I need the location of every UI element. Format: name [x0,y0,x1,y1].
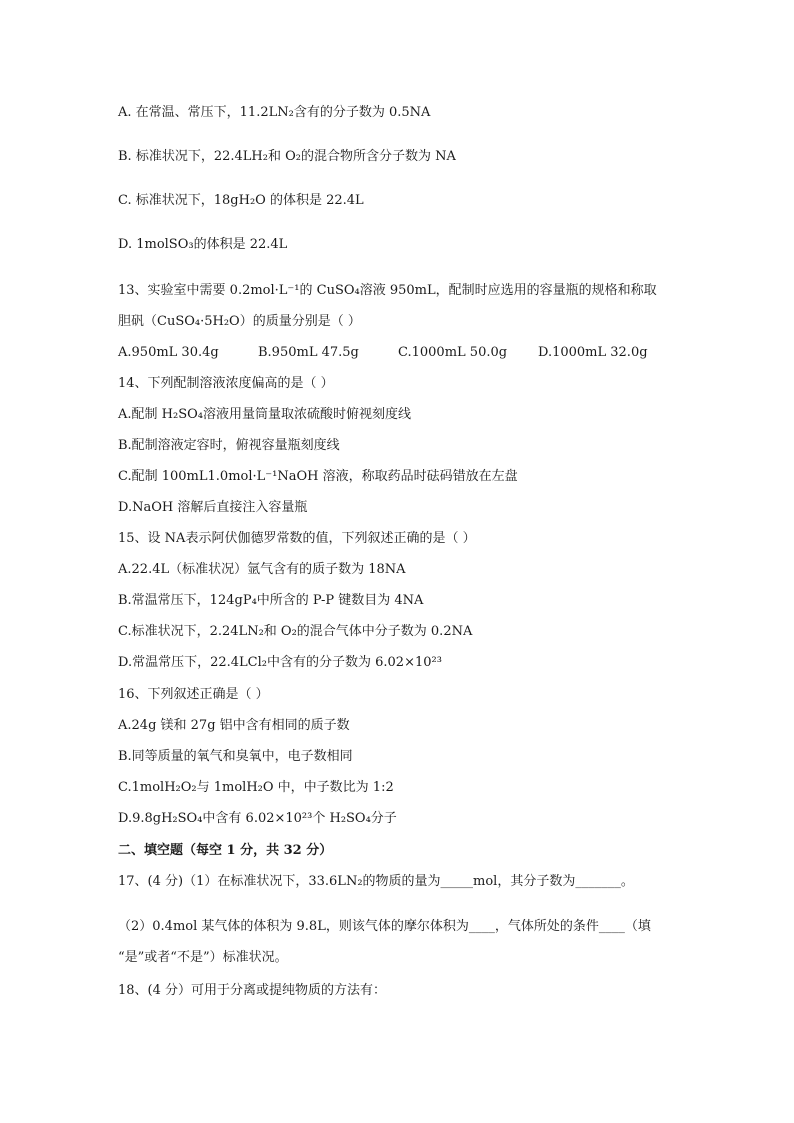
q16-option-d: D.9.8gH₂SO₄中含有 6.02×10²³个 H₂SO₄分子 [118,811,397,826]
q13-option-b: B.950mL 47.5g [258,345,359,360]
q17-line1: 17、(4 分)（1）在标准状况下，33.6LN₂的物质的量为_____mol，其分子数为_______。 [118,874,634,889]
q17-line2: （2）0.4mol 某气体的体积为 9.8L，则该气体的摩尔体积为____，气体所处的条件____（填 [118,919,651,934]
q13-option-d: D.1000mL 32.0g [538,345,648,360]
q14-stem: 14、下列配制溶液浓度偏高的是（ ） [118,376,334,391]
q16-stem: 16、下列叙述正确是（ ） [118,687,269,702]
q12-option-c: C. 标准状况下，18gH₂O 的体积是 22.4L [118,193,364,208]
q12-option-d: D. 1molSO₃的体积是 22.4L [118,237,288,252]
q16-option-a: A.24g 镁和 27g 铝中含有相同的质子数 [118,718,350,733]
q14-option-b: B.配制溶液定容时，俯视容量瓶刻度线 [118,438,340,453]
q15-option-d: D.常温常压下，22.4LCl₂中含有的分子数为 6.02×10²³ [118,655,442,670]
q16-option-c: C.1molH₂O₂与 1molH₂O 中，中子数比为 1:2 [118,780,394,795]
q13-options [118,344,648,362]
q15-option-c: C.标准状况下，2.24LN₂和 O₂的混合气体中分子数为 0.2NA [118,624,473,639]
q13-stem-line2: 胆矾（CuSO₄·5H₂O）的质量分别是（ ） [118,314,361,329]
q13-option-a: A.950mL 30.4g [118,345,219,360]
q14-option-d: D.NaOH 溶解后直接注入容量瓶 [118,500,308,515]
q12-option-b: B. 标准状况下，22.4LH₂和 O₂的混合物所含分子数为 NA [118,149,456,164]
q13-stem-line1: 13、实验室中需要 0.2mol·L⁻¹的 CuSO₄溶液 950mL，配制时应选用的容量瓶的规格和称取 [118,283,657,298]
q16-option-b: B.同等质量的氧气和臭氧中，电子数相同 [118,749,353,764]
q18-line1: 18、(4 分）可用于分离或提纯物质的方法有： [118,983,387,998]
q15-stem: 15、设 NA表示阿伏伽德罗常数的值，下列叙述正确的是（ ） [118,531,476,546]
q14-option-c: C.配制 100mL1.0mol·L⁻¹NaOH 溶液，称取药品时砝码错放在左盘 [118,469,518,484]
q17-line3: “是”或者“不是”）标准状况。 [118,950,288,965]
q13-option-c: C.1000mL 50.0g [398,345,508,360]
section-heading-fill-in: 二、填空题（每空 1 分，共 32 分） [118,843,333,858]
q14-option-a: A.配制 H₂SO₄溶液用量筒量取浓硫酸时俯视刻度线 [118,407,411,422]
q15-option-a: A.22.4L（标准状况）氩气含有的质子数为 18NA [118,562,406,577]
q12-option-a: A. 在常温、常压下，11.2LN₂含有的分子数为 0.5NA [118,105,431,120]
q15-option-b: B.常温常压下，124gP₄中所含的 P-P 键数目为 4NA [118,593,424,608]
